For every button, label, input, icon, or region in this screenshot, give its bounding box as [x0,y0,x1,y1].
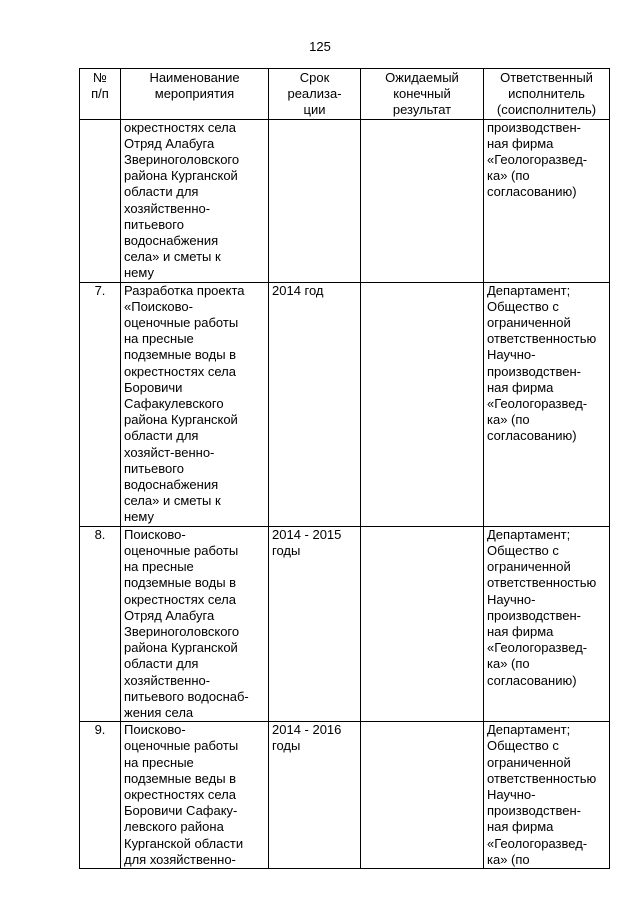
responsible-executor-line: «Геологоразвед- [487,835,588,851]
event-name-line: Поисково- [124,526,186,542]
responsible-executor [484,722,610,869]
responsible-executor-line: ка» (по [487,412,530,428]
responsible-executor-line: ная фирма [487,135,554,151]
responsible-executor-line: Научно- [487,591,536,607]
implementation-term-line: 2014 - 2016 [272,722,342,738]
expected-result [361,722,484,869]
responsible-executor-line: производствен- [487,363,581,379]
responsible-executor-line: согласованию) [487,184,577,200]
responsible-executor-line: Общество с [487,738,559,754]
expected-result [361,526,484,721]
event-name-line: нему [124,265,154,281]
header-result-line: конечный [393,86,451,102]
responsible-executor-line: Департамент; [487,526,571,542]
table-header-row [80,69,610,120]
event-name-line: окрестностях села [124,786,236,802]
table-row [80,722,610,869]
event-name-line: окрестностях села [124,119,236,135]
event-name-line: питьевого [124,460,184,476]
responsible-executor-line: ответственностью [487,331,597,347]
responsible-executor [484,119,610,282]
implementation-term [269,119,361,282]
responsible-executor-line: ная фирма [487,623,554,639]
table-row [80,282,610,526]
header-executor-line: (соисполнитель) [496,102,597,118]
row-number: 8. [80,526,121,721]
event-name-line: окрестностях села [124,363,236,379]
header-executor-line: исполнитель [508,86,585,102]
event-name-line: нему [124,509,154,525]
event-name-line: подземные веды в [124,770,237,786]
implementation-term [269,722,361,869]
responsible-executor [484,282,610,526]
event-name-line: «Поисково- [124,298,193,314]
event-name-line: питьевого водоснаб- [124,688,249,704]
event-name-line: Курганской области [124,835,244,851]
event-name-line: хозяйственно- [124,200,211,216]
event-name-line: Отряд Алабуга [124,607,215,623]
event-name-line: Отряд Алабуга [124,135,215,151]
event-name-line: жения села [124,704,194,720]
responsible-executor-line: производствен- [487,803,581,819]
event-name-line: на пресные [124,559,194,575]
responsible-executor-line: ответственностью [487,770,597,786]
event-name-line: водоснабжения [124,477,219,493]
header-num [80,69,121,120]
responsible-executor-line: Научно- [487,786,536,802]
expected-result [361,119,484,282]
event-name-line: Боровичи Сафаку- [124,803,238,819]
event-name-line: оценочные работы [124,738,239,754]
event-name-line: оценочные работы [124,315,239,331]
event-name [121,119,269,282]
responsible-executor-line: производствен- [487,607,581,623]
event-name-line: области для [124,428,199,444]
table-row [80,526,610,721]
event-name-line: района Курганской [124,640,238,656]
event-name-line: на пресные [124,331,194,347]
event-name-line: оценочные работы [124,542,239,558]
responsible-executor-line: «Геологоразвед- [487,640,588,656]
implementation-term-line: 2014 год [272,282,324,298]
responsible-executor-line: согласованию) [487,672,577,688]
responsible-executor-line: ограниченной [487,315,571,331]
event-name [121,722,269,869]
event-name-line: водоснабжения [124,233,219,249]
implementation-term-line: годы [272,738,301,754]
implementation-term [269,526,361,721]
event-name [121,282,269,526]
responsible-executor-line: Департамент; [487,282,571,298]
header-num-line: п/п [91,86,109,102]
header-executor [484,69,610,120]
event-name-line: Поисково- [124,722,186,738]
responsible-executor-line: Научно- [487,347,536,363]
header-name-line: мероприятия [154,86,235,102]
implementation-term-line: годы [272,542,301,558]
event-name-line: подземные воды в [124,575,237,591]
responsible-executor-line: ная фирма [487,379,554,395]
header-name [121,69,269,120]
header-num-line: № [93,70,107,85]
event-name-line: Разработка проекта [124,282,245,298]
event-name-line: села» и сметы к [124,493,221,509]
row-number: 9. [80,722,121,869]
responsible-executor-line: ограниченной [487,754,571,770]
responsible-executor [484,526,610,721]
event-name-line: хозяйст-венно- [124,444,215,460]
header-term [269,69,361,120]
expected-result [361,282,484,526]
event-name-line: района Курганской [124,412,238,428]
responsible-executor-line: производствен- [487,119,581,135]
event-name-line: окрестностях села [124,591,236,607]
event-name-line: района Курганской [124,168,238,184]
header-name-line: Наименование [149,70,240,85]
event-name-line: области для [124,656,199,672]
event-name-line: Звериноголовского [124,623,240,639]
row-number [80,119,121,282]
event-name-line: на пресные [124,754,194,770]
responsible-executor-line: Общество с [487,298,559,314]
event-name-line: области для [124,184,199,200]
table-row [80,119,610,282]
header-executor-line: Ответственный [500,70,593,85]
responsible-executor-line: «Геологоразвед- [487,152,588,168]
implementation-term [269,282,361,526]
responsible-executor-line: ка» (по [487,851,530,867]
event-name-line: питьевого [124,216,184,232]
implementation-term-line: 2014 - 2015 [272,526,342,542]
event-name-line: подземные воды в [124,347,237,363]
header-result [361,69,484,120]
event-name-line: села» и сметы к [124,249,221,265]
event-name-line: для хозяйственно- [124,851,236,867]
event-name-line: Боровичи [124,379,183,395]
responsible-executor-line: ная фирма [487,819,554,835]
header-term-line: ции [303,102,326,118]
header-result-line: результат [392,102,452,118]
event-name [121,526,269,721]
header-term-line: Срок [299,70,330,85]
responsible-executor-line: «Геологоразвед- [487,396,588,412]
event-name-line: Звериноголовского [124,152,240,168]
responsible-executor-line: ограниченной [487,559,571,575]
responsible-executor-line: Департамент; [487,722,571,738]
responsible-executor-line: ка» (по [487,168,530,184]
events-table [79,68,610,869]
header-term-line: реализа- [287,86,342,102]
event-name-line: левского района [124,819,224,835]
header-result-line: Ожидаемый [385,70,459,85]
event-name-line: хозяйственно- [124,672,211,688]
row-number: 7. [80,282,121,526]
page-number: 125 [309,39,331,54]
event-name-line: Сафакулевского [124,396,224,412]
responsible-executor-line: Общество с [487,542,559,558]
responsible-executor-line: ответственностью [487,575,597,591]
responsible-executor-line: согласованию) [487,428,577,444]
responsible-executor-line: ка» (по [487,656,530,672]
